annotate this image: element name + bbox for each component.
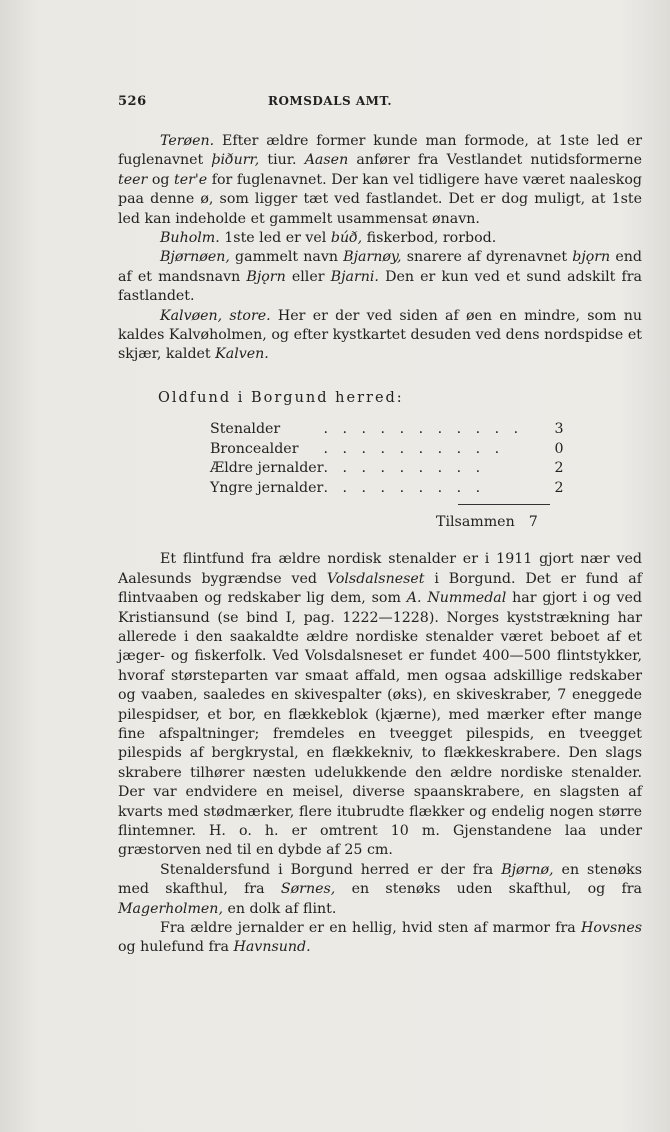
text-run: anfører fra Vestlandet nutidsformerne [348,152,642,169]
italic-run: Volsdalsneset [326,570,425,587]
text-run: har gjort i og ved Kristiansund (se bind I, pag. 1222—1228). Norges kyststrækning har allerede i den saakaldte ældre nordiske stenalder været beboet af et jæger- og fiskerfolk. Ved Volsdalsneset er fundet 400—500 flintstykker, hvoraf størsteparten var smaat affald, men ogsaa adskillige redskaber og vaaben, saaledes en skivespalter (øks), en skiveskraber, 7 eneggede pilespidser, et bor, en flækkeblok (kjærne), med mærker efter mange fine afspaltninger; fremdeles en tveegget pilespids, en tveegget pilespids af bergkrystal, en flækkekniv, to flækkeskrabere. Den slags skrabere tilhører næsten udelukkende den ældre nordiske stenalder. Der var endvidere en meisel, diverse spaanskrabere, en slagsten af kvarts med stødmærker, flere itubrudte flækker og endelig nogen større flintemner. H. o. h. er omtrent 10 m. Gjenstandene laa under græstorven ned til en dybde af 25 cm. [118,590,642,859]
oldfund-row [210,420,563,439]
italic-run: Buholm. [160,230,220,247]
text-run: en stenøks med skafthul, fra [118,861,642,898]
text-run: Den er kun ved et sund adskilt fra fastlandet. [118,268,642,305]
italic-run: Bjørnø, [501,861,554,878]
text-run: Fra ældre jernalder er en hellig, hvid sten af marmor fra [160,920,581,937]
oldfund-heading: Oldfund i Borgund herred: [158,389,404,406]
italic-run: Hovsnes [580,920,642,937]
text-run: og hulefund fra [118,939,234,956]
italic-run: búð, [330,230,363,247]
paragraph [118,248,642,306]
italic-run: þiðurr, [211,152,260,169]
oldfund-table [210,420,563,498]
bottom-paragraphs [118,550,642,958]
text-run: Et flintfund fra ældre nordisk stenalder er i 1911 gjort nær ved Aalesunds bygrændse ved [118,551,642,587]
paragraph [118,307,642,365]
count-value: 0 [554,440,564,457]
italic-run: Havnsund. [233,939,311,956]
text-run: 1ste led er vel [219,230,331,247]
paragraph [118,919,642,958]
text-run: gammelt navn [229,249,344,266]
total-label: Tilsammen [436,513,515,530]
italic-run: Bjarnøy, [343,249,402,266]
italic-run: bjǫrn [572,249,611,266]
text-run: tiur. [259,152,305,169]
paragraph [118,229,642,248]
top-paragraphs [118,132,642,365]
leader-dots: . . . . . . . . . . . [323,421,524,438]
italic-run: Terøen. [160,133,215,149]
count-value: 2 [554,460,564,477]
period-label: Ældre jernalder [210,460,324,477]
paragraph [118,861,642,919]
leader-dots: . . . . . . . . . . [323,440,505,457]
italic-run: Magerholmen, [118,900,223,917]
italic-run: A. Nummedal [406,590,507,607]
page-number: 526 [118,94,147,109]
total-row [118,513,642,532]
italic-run: Kalvøen, store. [160,307,271,324]
oldfund-row [210,479,563,498]
sum-rule [458,504,550,505]
italic-run: ter'e [174,171,208,188]
italic-run: Bjørnøen, [160,249,230,266]
leader-dots: . . . . . . . . . [323,460,486,477]
count-value: 2 [554,479,564,496]
period-label: Yngre jernalder [210,479,324,496]
text-run: eller [285,268,331,285]
text-run: i Borgund. Det er fund af flintvaaben og redskaber lig dem, som [118,570,642,607]
italic-run: Bjǫrn [246,268,286,285]
italic-run: Aasen [304,152,349,169]
paragraph [118,550,642,861]
italic-run: Bjarni. [330,268,379,285]
italic-run: Kalven. [215,346,269,363]
text-run: en dolk af flint. [222,900,337,917]
leader-dots: . . . . . . . . . [323,479,486,496]
period-label: Broncealder [210,440,299,457]
text-run: for fuglenavnet. Der kan vel tidligere have været naaleskog paa denne ø, som ligger tæt ved fastlandet. Det er dog muligt, at 1ste led kan indeholde et gammelt usammensat ønavn. [118,171,642,227]
text-run: og [147,171,175,188]
page-body [118,132,642,958]
paragraph [118,132,642,229]
count-value: 3 [554,421,564,438]
text-run: Her er der ved siden af øen en mindre, som nu kaldes Kalvøholmen, og efter kystkartet desuden ved dens nordspidse et skjær, kaldet [118,307,642,363]
period-label: Stenalder [210,421,281,438]
text-run: Stenaldersfund i Borgund herred er der fra [160,861,502,878]
italic-run: teer [118,171,148,188]
text-run: snarere af dyrenavnet [401,249,573,266]
total-value: 7 [528,513,538,530]
text-run: Efter ældre former kunde man formode, at 1ste led er fuglenavnet [118,133,642,169]
italic-run: Sørnes, [280,881,336,898]
oldfund-row [210,440,563,459]
text-run: end af et mandsnavn [118,249,642,285]
text-run: fiskerbod, rorbod. [362,230,497,247]
page-header [118,94,542,114]
running-title: ROMSDALS AMT. [267,94,393,108]
oldfund-row [210,459,563,478]
text-run: en stenøks uden skafthul, og fra [335,881,642,898]
